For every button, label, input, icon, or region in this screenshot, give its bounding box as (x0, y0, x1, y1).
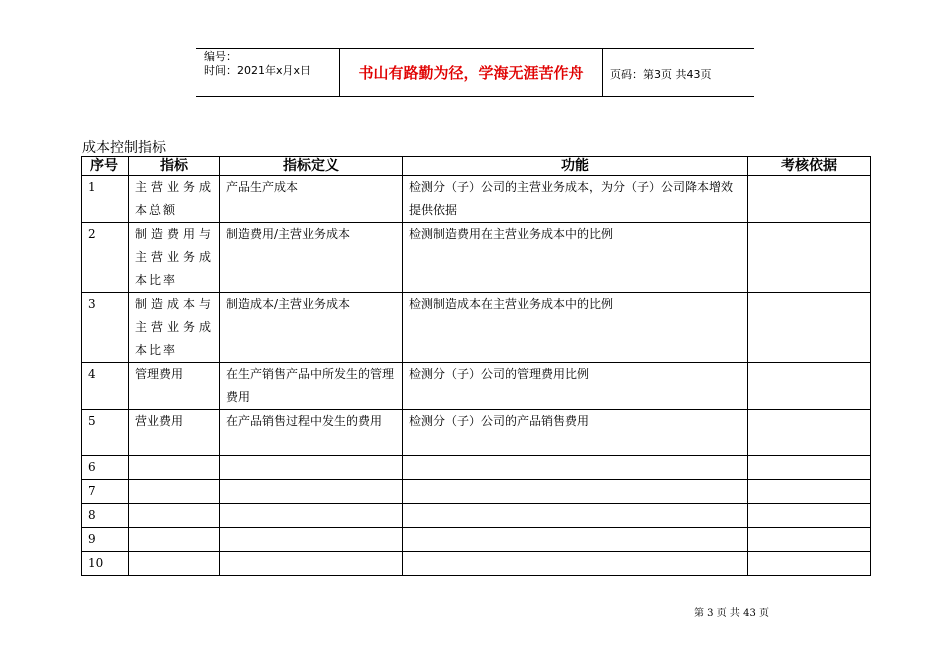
cell-no: 6 (82, 456, 129, 480)
cell-basis (748, 456, 871, 480)
cell-basis (748, 410, 871, 456)
cell-function: 检测制造成本在主营业务成本中的比例 (403, 293, 748, 363)
cell-function: 检测分（子）公司的产品销售费用 (403, 410, 748, 456)
cell-definition (220, 504, 403, 528)
header-page-code: 页码：第3页 共43页 (610, 68, 712, 81)
table-row (82, 176, 871, 223)
header-motto: 书山有路勤为径，学海无涯苦作舟 (358, 63, 584, 82)
header-bottom-rule (196, 96, 754, 97)
serial-label: 编号： (204, 50, 237, 63)
table-row (82, 223, 871, 293)
cell-basis (748, 223, 871, 293)
cell-indicator: 管理费用 (129, 363, 220, 410)
col-header-no: 序号 (82, 157, 129, 176)
cell-function: 检测制造费用在主营业务成本中的比例 (403, 223, 748, 293)
cell-function: 检测分（子）公司的主营业务成本，为分（子）公司降本增效提供依据 (403, 176, 748, 223)
table-row (82, 528, 871, 552)
cell-indicator (129, 528, 220, 552)
cell-indicator: 制造成本与主营业务成本比率 (129, 293, 220, 363)
cell-basis (748, 528, 871, 552)
cell-no: 5 (82, 410, 129, 456)
cell-definition: 在产品销售过程中发生的费用 (220, 410, 403, 456)
time-text: 时间：2021年x月x日 (204, 64, 312, 77)
table-header-row (82, 157, 871, 176)
cell-indicator (129, 504, 220, 528)
cell-no: 4 (82, 363, 129, 410)
cost-control-table (81, 156, 871, 576)
cell-function (403, 528, 748, 552)
cell-function (403, 456, 748, 480)
cell-basis (748, 552, 871, 576)
cell-no: 8 (82, 504, 129, 528)
cell-indicator: 营业费用 (129, 410, 220, 456)
table-row (82, 410, 871, 456)
cell-definition: 制造成本/主营业务成本 (220, 293, 403, 363)
col-header-function: 功能 (403, 157, 748, 176)
cell-no: 7 (82, 480, 129, 504)
cell-no: 3 (82, 293, 129, 363)
col-header-indicator: 指标 (129, 157, 220, 176)
cell-basis (748, 504, 871, 528)
table-row (82, 504, 871, 528)
table-row (82, 293, 871, 363)
cell-indicator: 主营业务成本总额 (129, 176, 220, 223)
cell-definition (220, 480, 403, 504)
cell-definition: 产品生产成本 (220, 176, 403, 223)
cell-definition (220, 456, 403, 480)
cell-indicator (129, 456, 220, 480)
cell-indicator (129, 480, 220, 504)
cell-function (403, 504, 748, 528)
cell-indicator: 制造费用与主营业务成本比率 (129, 223, 220, 293)
cell-basis (748, 480, 871, 504)
cell-no: 1 (82, 176, 129, 223)
cell-basis (748, 176, 871, 223)
cell-basis (748, 363, 871, 410)
header-divider-right (602, 48, 603, 97)
section-title: 成本控制指标 (82, 140, 166, 156)
cell-function: 检测分（子）公司的管理费用比例 (403, 363, 748, 410)
table-row (82, 552, 871, 576)
table-row (82, 480, 871, 504)
cell-no: 2 (82, 223, 129, 293)
table-row (82, 363, 871, 410)
cell-no: 10 (82, 552, 129, 576)
cell-indicator (129, 552, 220, 576)
cell-no: 9 (82, 528, 129, 552)
cell-definition (220, 528, 403, 552)
header-meta (204, 50, 311, 78)
col-header-definition: 指标定义 (220, 157, 403, 176)
cell-definition: 在生产销售产品中所发生的管理费用 (220, 363, 403, 410)
table-row (82, 456, 871, 480)
cell-basis (748, 293, 871, 363)
cell-function (403, 480, 748, 504)
page-footer: 第 3 页 共 43 页 (694, 608, 769, 619)
cell-definition: 制造费用/主营业务成本 (220, 223, 403, 293)
col-header-basis: 考核依据 (748, 157, 871, 176)
cell-function (403, 552, 748, 576)
cell-definition (220, 552, 403, 576)
